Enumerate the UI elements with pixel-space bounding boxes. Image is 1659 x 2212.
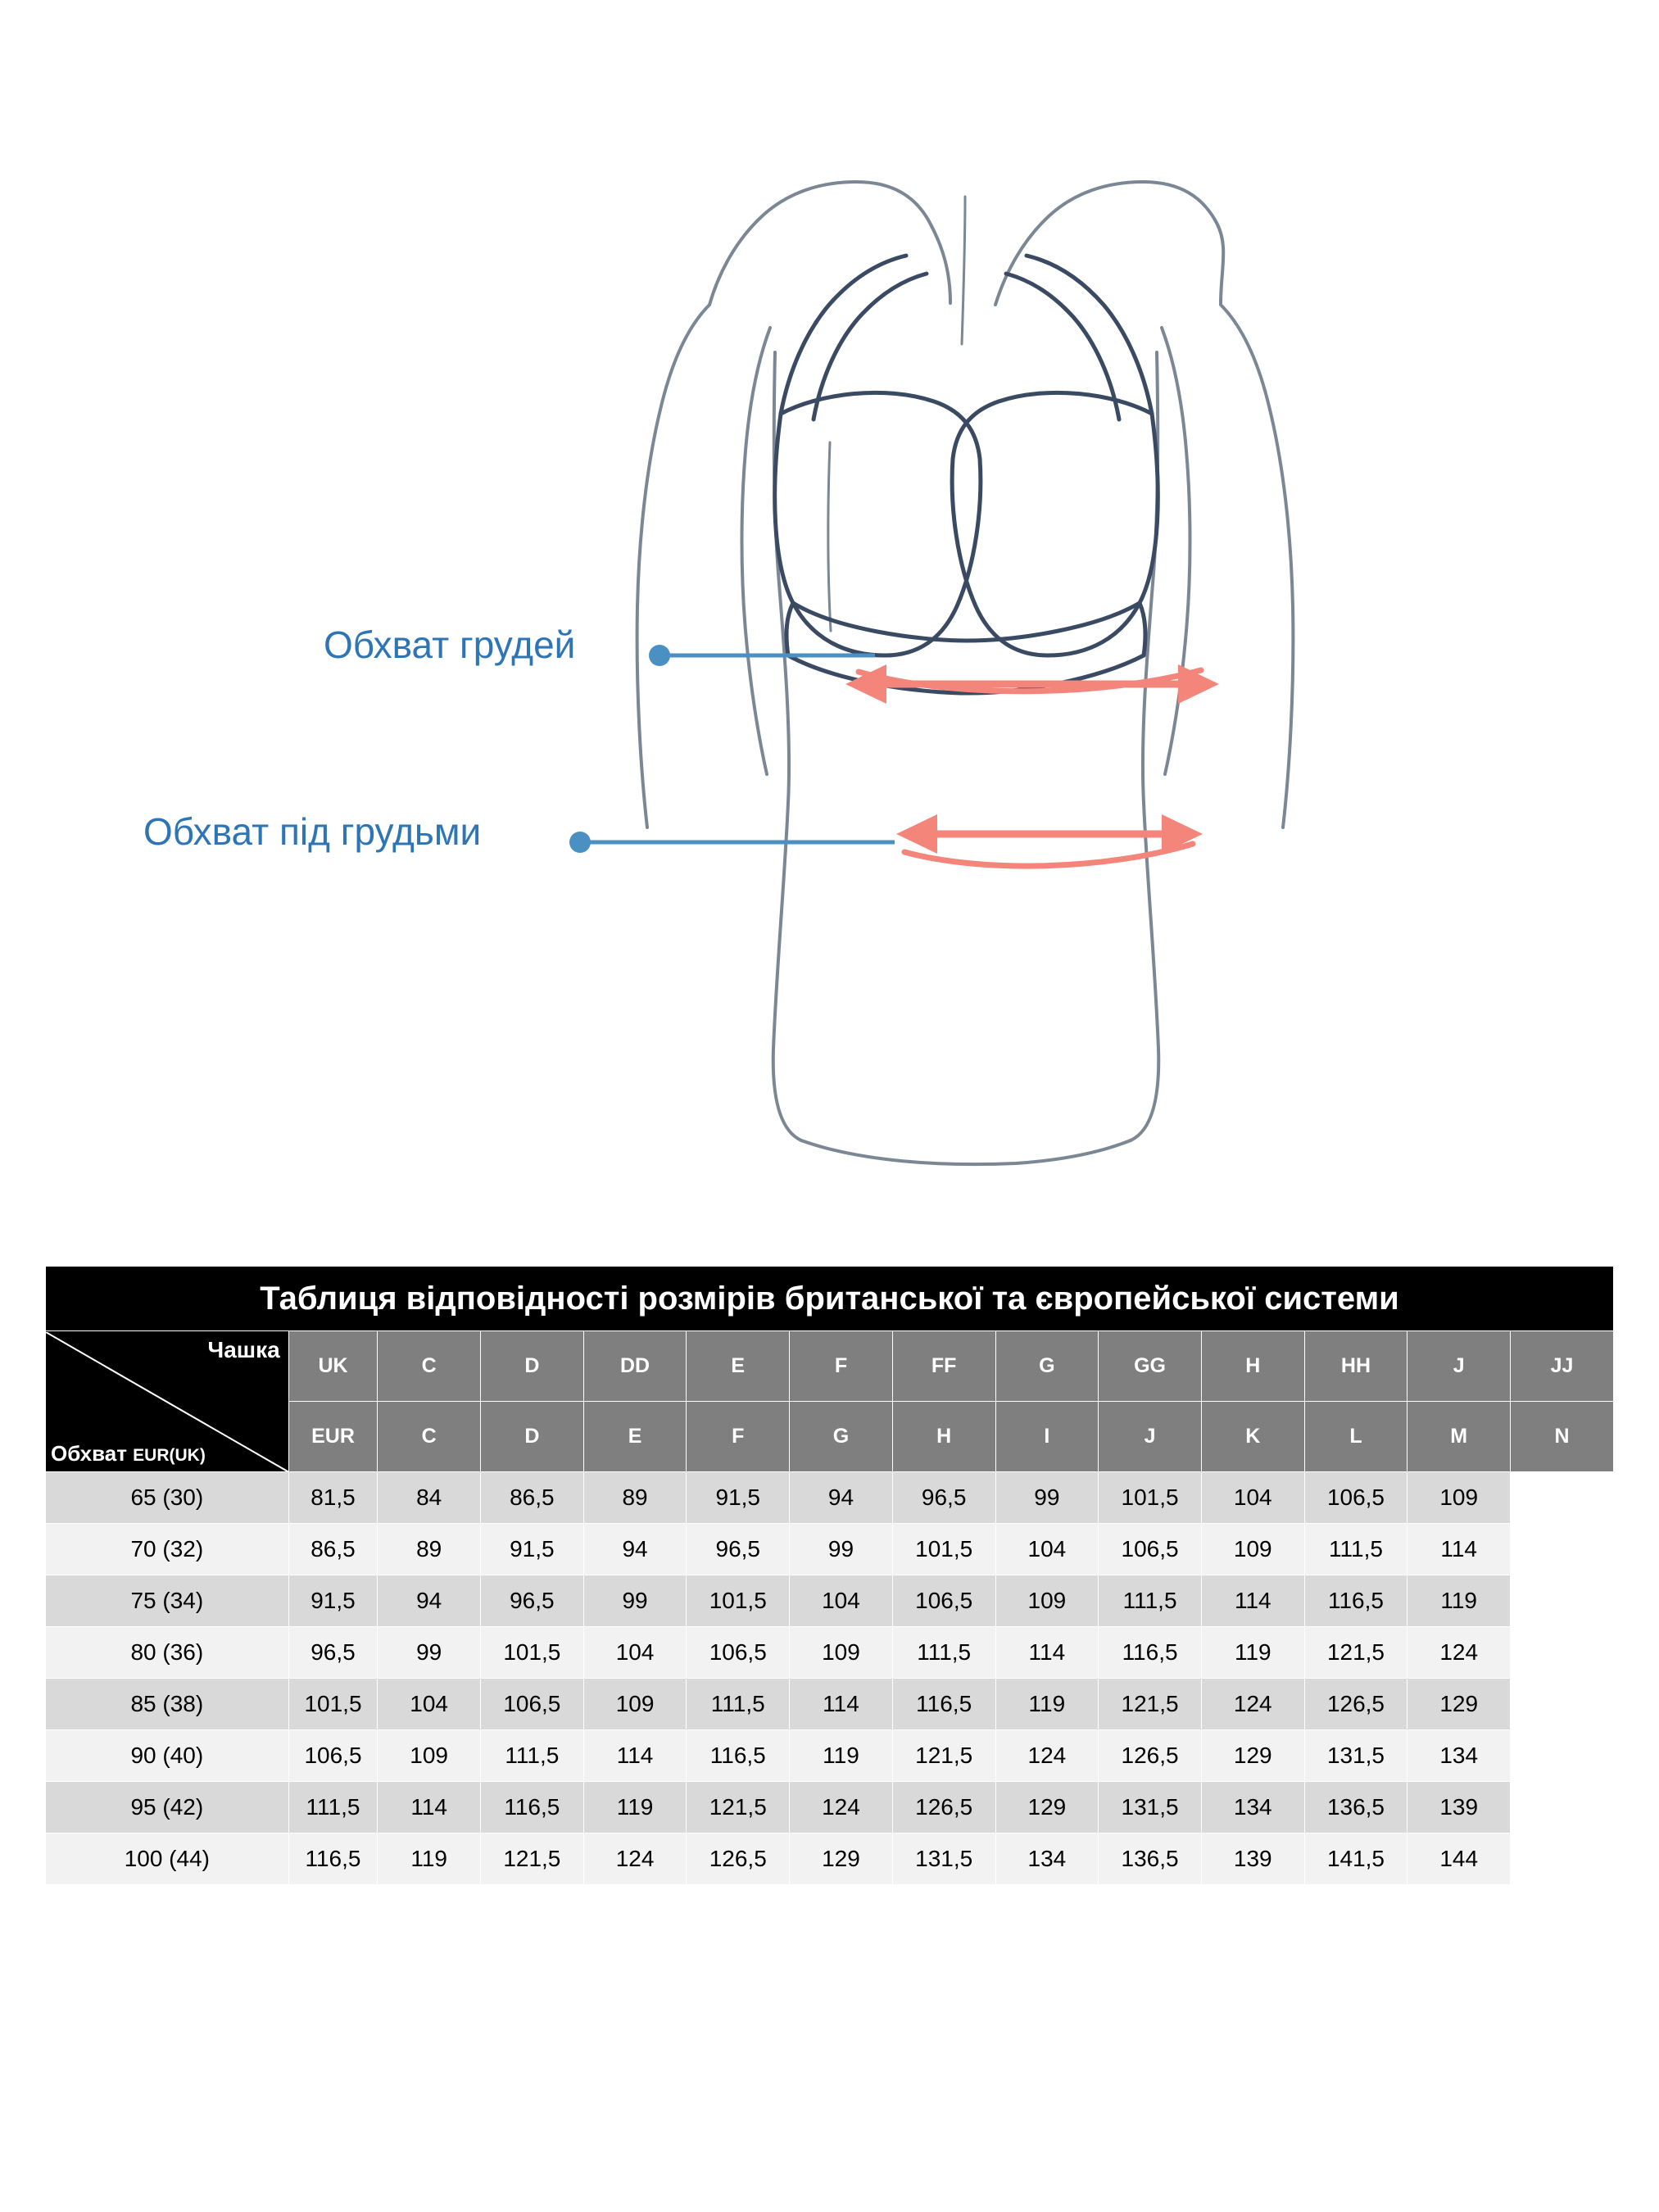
header-row-uk — [46, 1331, 1614, 1402]
cell: 121,5 — [892, 1730, 995, 1782]
cell: 109 — [790, 1627, 893, 1679]
table-title-row — [46, 1267, 1614, 1331]
cell: 114 — [378, 1782, 481, 1834]
row-label: 100 (44) — [46, 1834, 289, 1885]
cell: 116,5 — [687, 1730, 790, 1782]
cell: 106,5 — [481, 1679, 584, 1730]
table-row — [46, 1575, 1614, 1627]
cell: 104 — [995, 1524, 1099, 1575]
cell: 94 — [378, 1575, 481, 1627]
cell: 81,5 — [288, 1472, 378, 1524]
bust-measure-arrow-icon — [845, 664, 1219, 704]
cell: 124 — [790, 1782, 893, 1834]
cell: 119 — [1407, 1575, 1511, 1627]
cell: 111,5 — [1099, 1575, 1202, 1627]
cell: 99 — [378, 1627, 481, 1679]
cell: 101,5 — [892, 1524, 995, 1575]
cell: 104 — [1201, 1472, 1304, 1524]
cell: 119 — [1201, 1627, 1304, 1679]
cell: 91,5 — [288, 1575, 378, 1627]
cell: 101,5 — [687, 1575, 790, 1627]
cell: 121,5 — [1099, 1679, 1202, 1730]
table-row — [46, 1679, 1614, 1730]
cell: 111,5 — [687, 1679, 790, 1730]
cell: 139 — [1201, 1834, 1304, 1885]
cell: 116,5 — [481, 1782, 584, 1834]
cup-header-uk: FF — [892, 1331, 995, 1402]
cup-header-eur: G — [790, 1402, 893, 1472]
cell: 116,5 — [288, 1834, 378, 1885]
row-label: 80 (36) — [46, 1627, 289, 1679]
cell: 96,5 — [687, 1524, 790, 1575]
cell: 109 — [1407, 1472, 1511, 1524]
cell: 136,5 — [1099, 1834, 1202, 1885]
cell: 119 — [790, 1730, 893, 1782]
cell: 109 — [1201, 1524, 1304, 1575]
cell: 141,5 — [1304, 1834, 1407, 1885]
cell: 114 — [1201, 1575, 1304, 1627]
cell: 84 — [378, 1472, 481, 1524]
cell: 116,5 — [1099, 1627, 1202, 1679]
cup-header-eur: F — [687, 1402, 790, 1472]
cell: 101,5 — [288, 1679, 378, 1730]
cell: 96,5 — [481, 1575, 584, 1627]
cell: 119 — [995, 1679, 1099, 1730]
underbust-measure-label: Обхват під грудьми — [143, 810, 482, 853]
table-title: Таблиця відповідності розмірів британської та європейської системи — [46, 1267, 1614, 1331]
cell: 106,5 — [687, 1627, 790, 1679]
cup-header-uk: E — [687, 1331, 790, 1402]
cell: 106,5 — [1304, 1472, 1407, 1524]
cell: 86,5 — [288, 1524, 378, 1575]
cell: 121,5 — [481, 1834, 584, 1885]
cell: 134 — [1201, 1782, 1304, 1834]
cell: 114 — [583, 1730, 687, 1782]
cell: 116,5 — [892, 1679, 995, 1730]
cell: 136,5 — [1304, 1782, 1407, 1834]
table-corner-cell — [46, 1331, 289, 1472]
cell: 91,5 — [687, 1472, 790, 1524]
cell: 124 — [1407, 1627, 1511, 1679]
cell: 129 — [1201, 1730, 1304, 1782]
cell: 114 — [995, 1627, 1099, 1679]
cell: 129 — [1407, 1679, 1511, 1730]
cell: 126,5 — [892, 1782, 995, 1834]
cell: 129 — [995, 1782, 1099, 1834]
cup-header-eur: J — [1099, 1402, 1202, 1472]
cell: 111,5 — [481, 1730, 584, 1782]
cell: 104 — [583, 1627, 687, 1679]
table-row — [46, 1782, 1614, 1834]
cell: 124 — [995, 1730, 1099, 1782]
cell: 126,5 — [1099, 1730, 1202, 1782]
cup-header-eur: K — [1201, 1402, 1304, 1472]
cup-header-eur: M — [1407, 1402, 1511, 1472]
cup-header-uk: J — [1407, 1331, 1511, 1402]
table-row — [46, 1627, 1614, 1679]
girth-header-label: Обхват EUR(UK) — [51, 1440, 206, 1466]
cup-header-uk: G — [995, 1331, 1099, 1402]
cell: 119 — [583, 1782, 687, 1834]
cell: 101,5 — [481, 1627, 584, 1679]
cup-header-uk: JJ — [1511, 1331, 1614, 1402]
cell: 101,5 — [1099, 1472, 1202, 1524]
cell: 96,5 — [288, 1627, 378, 1679]
cell: 96,5 — [892, 1472, 995, 1524]
cell: 99 — [583, 1575, 687, 1627]
system-label-eur: EUR — [288, 1402, 378, 1472]
cell: 119 — [378, 1834, 481, 1885]
cell: 111,5 — [1304, 1524, 1407, 1575]
cell: 109 — [995, 1575, 1099, 1627]
size-conversion-table-wrap — [45, 1266, 1614, 1885]
row-label: 95 (42) — [46, 1782, 289, 1834]
cell: 131,5 — [1099, 1782, 1202, 1834]
bust-measure-label: Обхват грудей — [324, 623, 576, 666]
cup-header-uk: DD — [583, 1331, 687, 1402]
cup-header-eur: D — [481, 1402, 584, 1472]
row-label: 75 (34) — [46, 1575, 289, 1627]
cell: 99 — [790, 1524, 893, 1575]
cell: 94 — [790, 1472, 893, 1524]
cell: 121,5 — [687, 1782, 790, 1834]
cell: 144 — [1407, 1834, 1511, 1885]
cell: 104 — [378, 1679, 481, 1730]
cell: 124 — [1201, 1679, 1304, 1730]
cell: 131,5 — [1304, 1730, 1407, 1782]
cell: 139 — [1407, 1782, 1511, 1834]
cell: 109 — [583, 1679, 687, 1730]
cup-header-eur: L — [1304, 1402, 1407, 1472]
cell: 114 — [790, 1679, 893, 1730]
cell: 106,5 — [892, 1575, 995, 1627]
cell: 129 — [790, 1834, 893, 1885]
cell: 94 — [583, 1524, 687, 1575]
table-row — [46, 1472, 1614, 1524]
table-row — [46, 1730, 1614, 1782]
cup-header-uk: H — [1201, 1331, 1304, 1402]
cell: 126,5 — [1304, 1679, 1407, 1730]
cell: 111,5 — [892, 1627, 995, 1679]
system-label-uk: UK — [288, 1331, 378, 1402]
cell: 121,5 — [1304, 1627, 1407, 1679]
cell: 116,5 — [1304, 1575, 1407, 1627]
cup-header-label: Чашка — [207, 1336, 280, 1362]
cup-header-eur: N — [1511, 1402, 1614, 1472]
table-row — [46, 1834, 1614, 1885]
table-row — [46, 1524, 1614, 1575]
cup-header-uk: F — [790, 1331, 893, 1402]
bra-outline-icon — [775, 256, 1158, 693]
cup-header-uk: GG — [1099, 1331, 1202, 1402]
row-label: 85 (38) — [46, 1679, 289, 1730]
cell: 91,5 — [481, 1524, 584, 1575]
cell: 86,5 — [481, 1472, 584, 1524]
cup-header-eur: H — [892, 1402, 995, 1472]
cup-header-eur: E — [583, 1402, 687, 1472]
cell: 131,5 — [892, 1834, 995, 1885]
cup-header-eur: C — [378, 1402, 481, 1472]
cell: 134 — [995, 1834, 1099, 1885]
cell: 109 — [378, 1730, 481, 1782]
underbust-leader-line-icon — [569, 832, 895, 853]
cell: 106,5 — [288, 1730, 378, 1782]
cell: 124 — [583, 1834, 687, 1885]
cell: 111,5 — [288, 1782, 378, 1834]
row-label: 65 (30) — [46, 1472, 289, 1524]
cup-header-eur: I — [995, 1402, 1099, 1472]
underbust-measure-arrow-icon — [896, 814, 1203, 866]
row-label: 90 (40) — [46, 1730, 289, 1782]
cup-header-uk: D — [481, 1331, 584, 1402]
cup-header-uk: HH — [1304, 1331, 1407, 1402]
cell: 104 — [790, 1575, 893, 1627]
cell: 106,5 — [1099, 1524, 1202, 1575]
cell: 126,5 — [687, 1834, 790, 1885]
cup-header-uk: C — [378, 1331, 481, 1402]
row-label: 70 (32) — [46, 1524, 289, 1575]
cell: 89 — [378, 1524, 481, 1575]
cell: 89 — [583, 1472, 687, 1524]
cell: 134 — [1407, 1730, 1511, 1782]
size-conversion-table — [45, 1266, 1614, 1885]
cell: 99 — [995, 1472, 1099, 1524]
cell: 114 — [1407, 1524, 1511, 1575]
